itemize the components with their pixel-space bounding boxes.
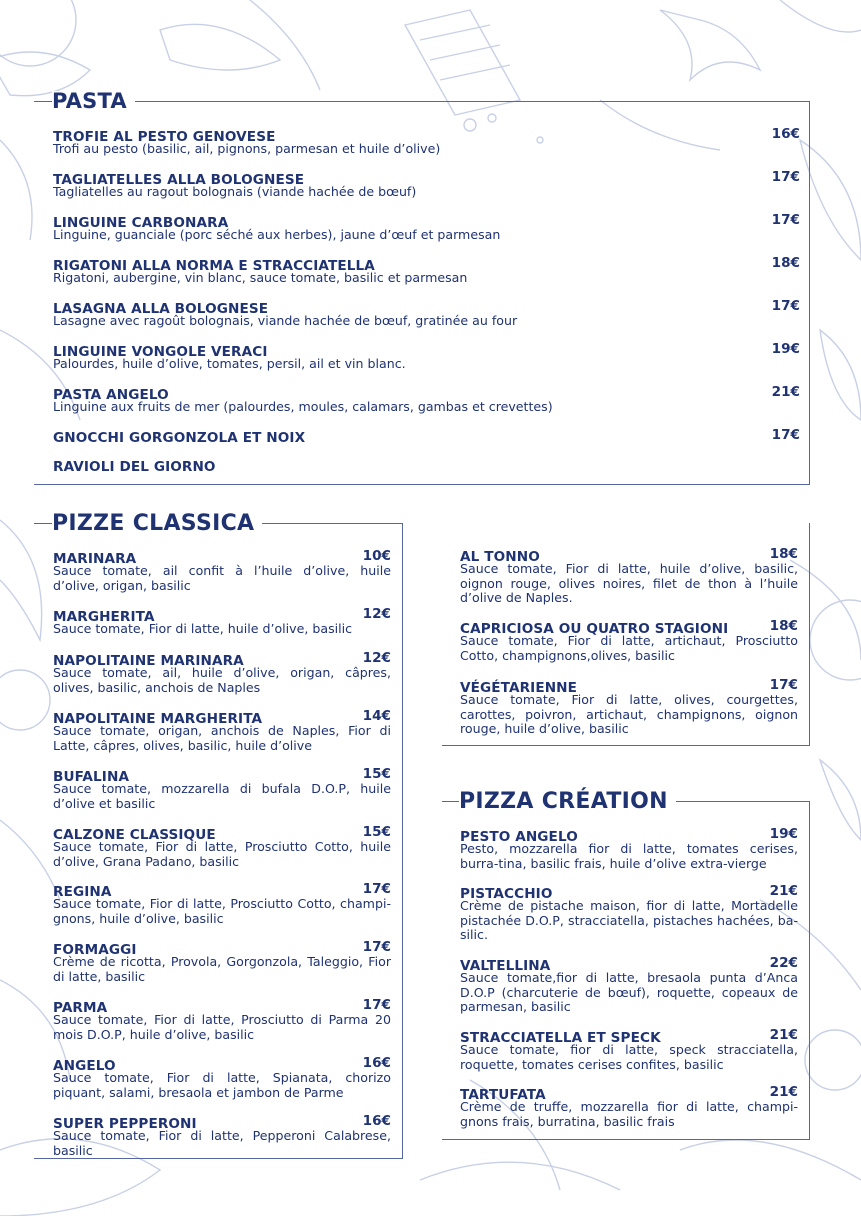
item-price: 17€: [769, 677, 798, 693]
item-name: GNOCCHI GORGONZOLA ET NOIX: [53, 430, 306, 446]
item-price: 21€: [771, 384, 800, 400]
item-description: Sauce tomate, ail confit à l’huile d’olive, huile d’olive, origan, basilic: [53, 563, 391, 593]
menu-item: [53, 606, 391, 637]
menu-item: [53, 456, 800, 475]
item-price: 10€: [362, 548, 391, 564]
menu-item: [53, 548, 391, 593]
item-description: Linguine, guanciale (porc séché aux herbes), jaune d’œuf et parmesan: [53, 227, 501, 242]
item-name: MARGHERITA: [53, 609, 155, 625]
item-name: CALZONE CLASSIQUE: [53, 827, 216, 843]
item-description: Linguine aux fruits de mer (palourdes, moules, calamars, gambas et crevettes): [53, 399, 553, 414]
item-price: 21€: [769, 1084, 798, 1100]
item-name: RIGATONI ALLA NORMA E STRACCIATELLA: [53, 258, 375, 274]
menu-item: [460, 1084, 798, 1129]
item-description: Sauce tomate, Fior di latte, artichaut, Prosciutto Cotto, champignons,olives, basilic: [460, 633, 798, 663]
item-price: 17€: [771, 169, 800, 185]
item-name: REGINA: [53, 884, 112, 900]
item-name: AL TONNO: [460, 549, 540, 565]
menu-item: [460, 546, 798, 606]
item-price: 17€: [362, 997, 391, 1013]
item-description: Trofi au pesto (basilic, ail, pignons, parmesan et huile d’olive): [53, 141, 441, 156]
menu-item: [53, 997, 391, 1042]
menu-item: [53, 766, 391, 811]
item-name: CAPRICIOSA OU QUATRO STAGIONI: [460, 621, 729, 637]
menu-item: [53, 298, 800, 329]
item-price: 16€: [362, 1113, 391, 1129]
item-description: Sauce tomate, mozzarella di bufala D.O.P, huile d’olive et basilic: [53, 781, 391, 811]
menu-item: [460, 677, 798, 737]
menu-item: [53, 384, 800, 415]
item-price: 12€: [362, 650, 391, 666]
menu-item: [53, 212, 800, 243]
menu-item: [53, 1055, 391, 1100]
item-description: Sauce tomate, fior di latte, speck stracciatella, roquette, tomates cerises confites, basilic: [460, 1042, 798, 1072]
menu-item: [460, 955, 798, 1015]
item-name: NAPOLITAINE MARINARA: [53, 653, 244, 669]
menu-item: [53, 881, 391, 926]
item-price: 21€: [769, 883, 798, 899]
menu-item: [53, 169, 800, 200]
menu-item: [460, 883, 798, 943]
item-name: BUFALINA: [53, 769, 130, 785]
item-name: RAVIOLI DEL GIORNO: [53, 459, 216, 475]
item-description: Sauce tomate, Fior di latte, Pepperoni Calabrese, basilic: [53, 1128, 391, 1158]
menu-item: [53, 341, 800, 372]
item-description: Sauce tomate, origan, anchois de Naples, Fior di Latte, câpres, olives, basilic, huile d’olive: [53, 723, 391, 753]
item-price: 15€: [362, 824, 391, 840]
item-description: Sauce tomate, ail, huile d’olive, origan, câpres, olives, basilic, anchois de Naples: [53, 665, 391, 695]
menu-item: [53, 708, 391, 753]
pizza-creation-title: PIZZA CRÉATION: [459, 791, 676, 813]
item-price: 18€: [771, 255, 800, 271]
lemon-sketch: [0, 0, 76, 66]
item-name: FORMAGGI: [53, 942, 137, 958]
item-price: 16€: [771, 126, 800, 142]
item-description: Lasagne avec ragoût bolognais, viande hachée de bœuf, gratinée au four: [53, 313, 518, 328]
item-price: 18€: [769, 618, 798, 634]
item-price: 18€: [769, 546, 798, 562]
item-name: STRACCIATELLA ET SPECK: [460, 1030, 661, 1046]
item-description: Sauce tomate, Fior di latte, huile d’olive, basilic: [53, 621, 353, 636]
item-name: LASAGNA ALLA BOLOGNESE: [53, 301, 269, 317]
item-name: PISTACCHIO: [460, 886, 553, 902]
item-price: 12€: [362, 606, 391, 622]
menu-item: [53, 650, 391, 695]
item-description: Palourdes, huile d’olive, tomates, persil, ail et vin blanc.: [53, 356, 406, 371]
item-name: TARTUFATA: [460, 1087, 546, 1103]
item-price: 17€: [771, 427, 800, 443]
item-name: VALTELLINA: [460, 958, 551, 974]
item-name: LINGUINE VONGOLE VERACI: [53, 344, 268, 360]
item-name: ANGELO: [53, 1058, 116, 1074]
item-price: 21€: [769, 1027, 798, 1043]
item-name: PASTA ANGELO: [53, 387, 169, 403]
item-description: Sauce tomate,fior di latte, bresaola punta d’Anca D.O.P (charcuterie de bœuf), roquette, copeaux de parmesan, basilic: [460, 970, 798, 1015]
item-price: 19€: [769, 826, 798, 842]
item-price: 17€: [362, 881, 391, 897]
menu-item: [460, 1027, 798, 1072]
item-name: SUPER PEPPERONI: [53, 1116, 197, 1132]
menu-item: [53, 939, 391, 984]
item-name: LINGUINE CARBONARA: [53, 215, 229, 231]
item-price: 17€: [362, 939, 391, 955]
pasta-section-title: PASTA: [52, 91, 135, 112]
item-description: Sauce tomate, Fior di latte, Prosciutto Cotto, huile d’olive, Grana Padano, basilic: [53, 839, 391, 869]
pizze-classica-title: PIZZE CLASSICA: [52, 513, 262, 535]
menu-item: [53, 1113, 391, 1158]
item-price: 22€: [769, 955, 798, 971]
menu-item: [460, 826, 798, 871]
item-price: 14€: [362, 708, 391, 724]
item-description: Crème de pistache maison, fior di latte, Mortadelle pistachée D.O.P, stracciatella, pistaches hachées, ba-silic.: [460, 898, 798, 943]
item-price: 15€: [362, 766, 391, 782]
item-description: Sauce tomate, Fior di latte, Prosciutto Cotto, champi-gnons, huile d’olive, basilic: [53, 896, 391, 926]
item-name: MARINARA: [53, 551, 137, 567]
item-description: Crème de ricotta, Provola, Gorgonzola, Taleggio, Fior di latte, basilic: [53, 954, 391, 984]
item-description: Sauce tomate, Fior di latte, huile d’olive, basilic, oignon rouge, olives noires, filet de thon à l’huile d’olive de Naples.: [460, 561, 798, 606]
menu-item: [53, 126, 800, 157]
pasta-sketch: [405, 10, 520, 115]
item-price: 17€: [771, 212, 800, 228]
item-description: Rigatoni, aubergine, vin blanc, sauce tomate, basilic et parmesan: [53, 270, 468, 285]
menu-item: [53, 824, 391, 869]
menu-item: [53, 427, 800, 446]
item-name: PESTO ANGELO: [460, 829, 578, 845]
item-name: VÉGÉTARIENNE: [460, 680, 578, 696]
item-price: 17€: [771, 298, 800, 314]
item-description: Sauce tomate, Fior di latte, Spianata, chorizo piquant, salami, bresaola et jambon de Parme: [53, 1070, 391, 1100]
item-price: 16€: [362, 1055, 391, 1071]
item-description: Pesto, mozzarella fior di latte, tomates cerises, burra-tina, basilic frais, huile d’olive extra-vierge: [460, 841, 798, 871]
item-description: Sauce tomate, Fior di latte, olives, courgettes, carottes, poivron, artichaut, champignons, oignon rouge, huile d’olive, basilic: [460, 692, 798, 737]
item-price: 19€: [771, 341, 800, 357]
item-name: TAGLIATELLES ALLA BOLOGNESE: [53, 172, 305, 188]
item-name: PARMA: [53, 1000, 108, 1016]
menu-item: [460, 618, 798, 663]
item-name: NAPOLITAINE MARGHERITA: [53, 711, 263, 727]
item-description: Sauce tomate, Fior di latte, Prosciutto di Parma 20 mois D.O.P, huile d’olive, basilic: [53, 1012, 391, 1042]
item-name: TROFIE AL PESTO GENOVESE: [53, 129, 276, 145]
item-description: Tagliatelles au ragout bolognais (viande hachée de bœuf): [53, 184, 417, 199]
menu-item: [53, 255, 800, 286]
item-description: Crème de truffe, mozzarella fior di latte, champi-gnons frais, burratina, basilic frais: [460, 1099, 798, 1129]
